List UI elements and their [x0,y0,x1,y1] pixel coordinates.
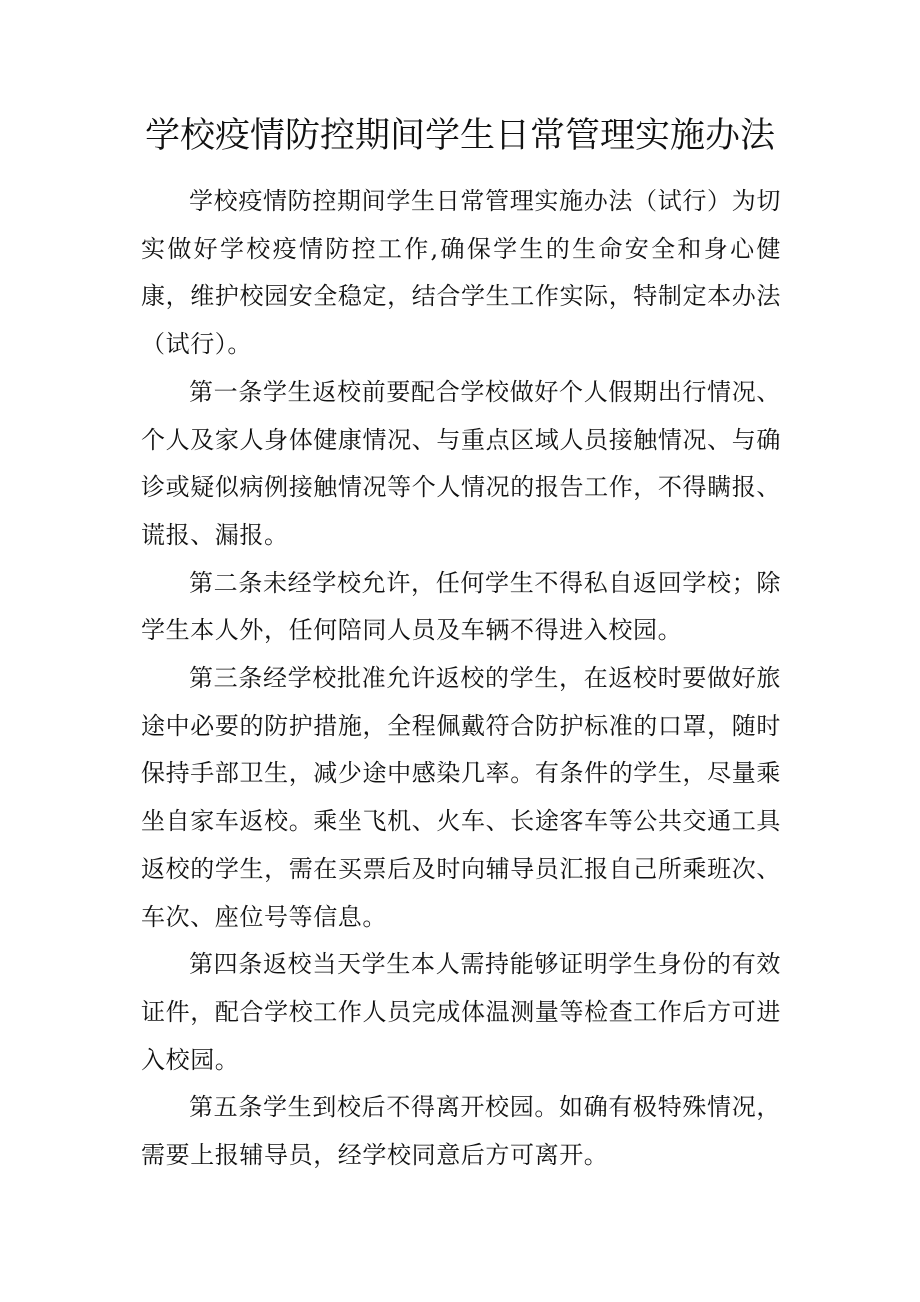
paragraph-article-4: 第四条返校当天学生本人需持能够证明学生身份的有效证件，配合学校工作人员完成体温测量等检查工作后方可进入校园。 [141,950,781,1074]
document-body [141,178,781,1180]
paragraph-article-1: 第一条学生返校前要配合学校做好个人假期出行情况、个人及家人身体健康情况、与重点区域人员接触情况、与确诊或疑似病例接触情况等个人情况的报告工作，不得瞒报、谎报、漏报。 [141,377,781,549]
document-title: 学校疫情防控期间学生日常管理实施办法 [144,116,775,156]
paragraph-article-3: 第三条经学校批准允许返校的学生，在返校时要做好旅途中必要的防护措施，全程佩戴符合防护标准的口罩，随时保持手部卫生，减少途中感染几率。有条件的学生，尽量乘坐自家车返校。乘坐飞机、火车、长途客车等公共交通工具返校的学生，需在买票后及时向辅导员汇报自己所乘班次、车次、座位号等信息。 [141,664,781,931]
paragraph-article-2: 第二条未经学校允许，任何学生不得私自返回学校；除学生本人外，任何陪同人员及车辆不得进入校园。 [141,568,781,645]
paragraph-article-5: 第五条学生到校后不得离开校园。如确有极特殊情况，需要上报辅导员，经学校同意后方可离开。 [141,1093,781,1170]
paragraph-intro: 学校疫情防控期间学生日常管理实施办法（试行）为切实做好学校疫情防控工作,确保学生的生命安全和身心健康，维护校园安全稳定，结合学生工作实际，特制定本办法（试行）。 [141,187,781,359]
